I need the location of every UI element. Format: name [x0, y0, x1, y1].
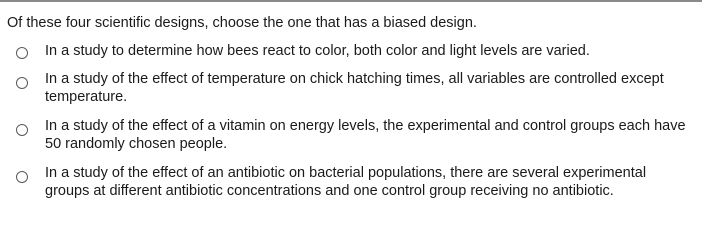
- answer-option-label[interactable]: In a study of the effect of a vitamin on energy levels, the experimental and control groups each have 50 randomly chosen people.: [45, 118, 686, 152]
- radio-button-icon[interactable]: [16, 77, 28, 89]
- radio-button-icon[interactable]: [16, 124, 28, 136]
- radio-button-icon[interactable]: [16, 47, 28, 59]
- answer-option-label[interactable]: In a study to determine how bees react to color, both color and light levels are varied.: [45, 43, 590, 59]
- answer-option-label[interactable]: In a study of the effect of an antibiotic on bacterial populations, there are several experimental groups at different antibiotic concentrations and one control group receiving no antibiotic.: [45, 165, 647, 199]
- top-divider: [0, 0, 702, 2]
- answer-option-label[interactable]: In a study of the effect of temperature on chick hatching times, all variables are controlled except temperature.: [45, 71, 664, 105]
- radio-button-icon[interactable]: [16, 171, 28, 183]
- question-prompt: Of these four scientific designs, choose the one that has a biased design.: [7, 15, 477, 31]
